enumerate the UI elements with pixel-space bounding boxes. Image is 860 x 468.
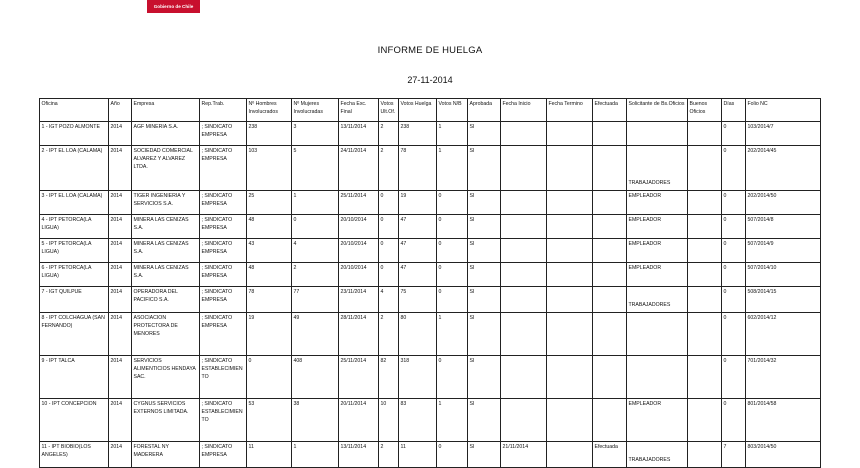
table-cell: 2014 <box>109 399 132 442</box>
table-cell: 0 <box>379 263 399 287</box>
table-cell: 0 <box>437 287 468 313</box>
table-cell: 0 <box>722 399 746 442</box>
table-cell <box>501 122 547 146</box>
table-cell <box>501 191 547 215</box>
table-cell <box>627 356 688 399</box>
table-cell: SOCIEDAD COMERCIAL ALVAREZ Y ALVAREZ LTDA. <box>132 146 200 191</box>
table-cell: ; SINDICATO EMPRESA <box>200 122 247 146</box>
table-cell: 0 <box>722 191 746 215</box>
table-cell: 75 <box>399 287 437 313</box>
table-cell <box>547 356 593 399</box>
table-cell: 11 - IPT BIOBIO(LOS ANGELES) <box>40 442 109 468</box>
table-cell: 103/2014/7 <box>746 122 821 146</box>
table-cell: 2014 <box>109 287 132 313</box>
table-row <box>40 239 821 263</box>
table-cell: 507/2014/10 <box>746 263 821 287</box>
table-cell <box>688 215 722 239</box>
table-cell: 803/2014/50 <box>746 442 821 468</box>
table-cell: EMPLEADOR <box>627 215 688 239</box>
table-cell: ; SINDICATO ESTABLECIMIENTO <box>200 399 247 442</box>
table-cell <box>593 122 627 146</box>
table-cell: TIGER INGENIERIA Y SERVICIOS S.A. <box>132 191 200 215</box>
table-cell <box>688 356 722 399</box>
table-cell: 1 <box>437 313 468 356</box>
table-cell: 0 <box>379 239 399 263</box>
table-cell: 1 - IGT POZO ALMONTE <box>40 122 109 146</box>
table-cell: 10 - IPT CONCEPCION <box>40 399 109 442</box>
table-cell <box>547 287 593 313</box>
table-cell <box>688 239 722 263</box>
table-cell: 2014 <box>109 215 132 239</box>
strike-report-table <box>39 98 821 468</box>
table-cell: 25/11/2014 <box>339 191 379 215</box>
column-header: Rep.Trab. <box>200 99 247 122</box>
table-cell: 2 <box>379 122 399 146</box>
table-cell: 2014 <box>109 442 132 468</box>
table-row <box>40 356 821 399</box>
column-header: Fecha Exc. Final <box>339 99 379 122</box>
table-cell: 20/10/2014 <box>339 263 379 287</box>
table-cell: 25/11/2014 <box>339 356 379 399</box>
table-cell <box>688 263 722 287</box>
table-cell: 0 <box>437 239 468 263</box>
table-row <box>40 122 821 146</box>
table-cell: 8 - IPT COLCHAGUA (SAN FERNANDO) <box>40 313 109 356</box>
table-row <box>40 399 821 442</box>
table-cell: SI <box>468 287 501 313</box>
table-cell: 238 <box>399 122 437 146</box>
table-cell <box>688 399 722 442</box>
table-cell: 602/2014/12 <box>746 313 821 356</box>
table-cell: SI <box>468 442 501 468</box>
table-cell: 1 <box>292 191 339 215</box>
table-cell: 4 - IPT PETORCA(LA LIGUA) <box>40 215 109 239</box>
table-cell <box>547 263 593 287</box>
table-cell: 23/11/2014 <box>339 287 379 313</box>
column-header: Fecha Termino <box>547 99 593 122</box>
report-date: 27-11-2014 <box>407 75 453 85</box>
table-cell: EMPLEADOR <box>627 263 688 287</box>
table-cell: 0 <box>722 356 746 399</box>
table-cell: 507/2014/9 <box>746 239 821 263</box>
table-cell: 38 <box>292 399 339 442</box>
table-cell: EMPLEADOR <box>627 239 688 263</box>
column-header: Nº Mujeres Involucradas <box>292 99 339 122</box>
table-cell: OPERADORA DEL PACIFICO S.A. <box>132 287 200 313</box>
table-cell <box>688 442 722 468</box>
table-cell: ; SINDICATO EMPRESA <box>200 287 247 313</box>
table-cell: 318 <box>399 356 437 399</box>
table-cell: 48 <box>247 215 292 239</box>
table-cell: 507/2014/8 <box>746 215 821 239</box>
table-row <box>40 191 821 215</box>
table-cell: 24/11/2014 <box>339 146 379 191</box>
column-header: Folio NC <box>746 99 821 122</box>
table-cell: 0 <box>437 215 468 239</box>
table-cell <box>593 239 627 263</box>
table-cell <box>688 287 722 313</box>
table-cell <box>547 191 593 215</box>
table-cell <box>593 287 627 313</box>
table-cell: 25 <box>247 191 292 215</box>
table-cell: 238 <box>247 122 292 146</box>
column-header: Días <box>722 99 746 122</box>
table-cell: MINERA LAS CENIZAS S.A. <box>132 239 200 263</box>
table-cell: 43 <box>247 239 292 263</box>
table-cell: 103 <box>247 146 292 191</box>
table-cell: 2 - IPT EL LOA (CALAMA) <box>40 146 109 191</box>
table-cell: 0 <box>437 442 468 468</box>
table-cell: 5 - IPT PETORCA(LA LIGUA) <box>40 239 109 263</box>
table-cell: SI <box>468 356 501 399</box>
table-cell: 21/11/2014 <box>501 442 547 468</box>
table-cell: SERVICIOS ALIMENTICIOS HENDAYA SAC. <box>132 356 200 399</box>
column-header: Empresa <box>132 99 200 122</box>
table-cell: 0 <box>437 191 468 215</box>
table-cell: 6 - IPT PETORCA(LA LIGUA) <box>40 263 109 287</box>
table-cell <box>688 313 722 356</box>
table-cell: 508/2014/15 <box>746 287 821 313</box>
table-cell <box>547 215 593 239</box>
table-row <box>40 263 821 287</box>
table-cell: 20/11/2014 <box>339 399 379 442</box>
table-cell: ; SINDICATO EMPRESA <box>200 146 247 191</box>
table-cell <box>501 146 547 191</box>
table-cell: AGF MINERIA S.A. <box>132 122 200 146</box>
table-cell <box>688 191 722 215</box>
table-cell: 9 - IPT TALCA <box>40 356 109 399</box>
column-header: Aprobada <box>468 99 501 122</box>
table-cell: 78 <box>399 146 437 191</box>
table-cell <box>547 399 593 442</box>
table-cell: MINERA LAS CENIZAS S.A. <box>132 215 200 239</box>
table-cell: 0 <box>292 215 339 239</box>
table-cell: 2 <box>379 146 399 191</box>
table-cell: 20/10/2014 <box>339 239 379 263</box>
table-row <box>40 287 821 313</box>
table-cell: 11 <box>399 442 437 468</box>
table-cell: ; SINDICATO EMPRESA <box>200 442 247 468</box>
table-cell: 82 <box>379 356 399 399</box>
table-cell <box>501 215 547 239</box>
column-header: Solicitante de Bs.Oficios <box>627 99 688 122</box>
table-cell: EMPLEADOR <box>627 191 688 215</box>
table-cell: 2 <box>379 442 399 468</box>
table-row <box>40 146 821 191</box>
table-cell: SI <box>468 239 501 263</box>
table-cell: 2014 <box>109 313 132 356</box>
table-cell <box>547 313 593 356</box>
table-cell: 2014 <box>109 263 132 287</box>
table-cell: 10 <box>379 399 399 442</box>
table-cell: SI <box>468 263 501 287</box>
table-cell: TRABAJADORES <box>627 287 688 313</box>
table-cell: 7 - IGT QUILPUE <box>40 287 109 313</box>
table-cell: 2014 <box>109 191 132 215</box>
table-cell <box>547 239 593 263</box>
table-cell: 0 <box>247 356 292 399</box>
table-cell: 3 <box>292 122 339 146</box>
table-cell: 202/2014/50 <box>746 191 821 215</box>
table-cell: 1 <box>437 399 468 442</box>
column-header: Nº Hombres Involucrados <box>247 99 292 122</box>
table-cell <box>593 356 627 399</box>
report-title: INFORME DE HUELGA <box>377 45 483 56</box>
table-cell: 0 <box>722 239 746 263</box>
table-cell <box>593 146 627 191</box>
table-cell: 1 <box>437 122 468 146</box>
table-cell: SI <box>468 399 501 442</box>
table-cell: 80 <box>399 313 437 356</box>
table-cell: TRABAJADORES <box>627 442 688 468</box>
table-cell <box>501 239 547 263</box>
table-cell: 0 <box>722 313 746 356</box>
table-row <box>40 215 821 239</box>
table-cell <box>547 442 593 468</box>
table-cell: ASOCIACION PROTECTORA DE MENORES <box>132 313 200 356</box>
table-cell <box>593 399 627 442</box>
table-cell: Efectuada <box>593 442 627 468</box>
column-header: Fecha Inicio <box>501 99 547 122</box>
table-cell: EMPLEADOR <box>627 399 688 442</box>
table-cell: 78 <box>247 287 292 313</box>
table-cell: MINERA LAS CENIZAS S.A. <box>132 263 200 287</box>
table-cell: SI <box>468 122 501 146</box>
table-cell <box>593 313 627 356</box>
table-cell: 2014 <box>109 146 132 191</box>
table-cell: 701/2014/32 <box>746 356 821 399</box>
table-cell: 28/11/2014 <box>339 313 379 356</box>
table-cell: 4 <box>292 239 339 263</box>
table-cell: 48 <box>247 263 292 287</box>
table-cell <box>501 263 547 287</box>
table-cell <box>688 146 722 191</box>
table-cell: 53 <box>247 399 292 442</box>
table-cell: SI <box>468 215 501 239</box>
table-cell: FORESTAL NY MADERERA <box>132 442 200 468</box>
table-cell: ; SINDICATO EMPRESA <box>200 239 247 263</box>
table-cell: 202/2014/45 <box>746 146 821 191</box>
table-cell: SI <box>468 146 501 191</box>
table-cell: 0 <box>722 215 746 239</box>
table-cell: 0 <box>437 356 468 399</box>
table-cell: SI <box>468 313 501 356</box>
table-cell: 19 <box>247 313 292 356</box>
table-cell: 3 - IPT EL LOA (CALAMA) <box>40 191 109 215</box>
table-cell: ; SINDICATO EMPRESA <box>200 191 247 215</box>
column-header: Votos N/B <box>437 99 468 122</box>
table-cell: 11 <box>247 442 292 468</box>
table-cell: TRABAJADORES <box>627 146 688 191</box>
table-cell: 7 <box>722 442 746 468</box>
column-header: Votos Ult.Of. <box>379 99 399 122</box>
table-row <box>40 442 821 468</box>
table-cell: 1 <box>437 146 468 191</box>
table-cell <box>501 399 547 442</box>
table-cell: 19 <box>399 191 437 215</box>
table-cell: 0 <box>722 263 746 287</box>
table-cell: 5 <box>292 146 339 191</box>
table-cell <box>593 215 627 239</box>
table-cell: 801/2014/58 <box>746 399 821 442</box>
table-cell: 4 <box>379 287 399 313</box>
table-cell: 0 <box>437 263 468 287</box>
table-cell: 2 <box>292 263 339 287</box>
table-cell: 20/10/2014 <box>339 215 379 239</box>
table-cell <box>593 191 627 215</box>
table-cell: 2014 <box>109 122 132 146</box>
table-cell: ; SINDICATO EMPRESA <box>200 263 247 287</box>
table-row <box>40 313 821 356</box>
column-header: Efectuada <box>593 99 627 122</box>
table-cell: 49 <box>292 313 339 356</box>
table-cell <box>627 313 688 356</box>
table-cell: 47 <box>399 263 437 287</box>
table-cell: ; SINDICATO EMPRESA <box>200 313 247 356</box>
table-cell <box>593 263 627 287</box>
table-cell <box>501 287 547 313</box>
table-cell: 47 <box>399 239 437 263</box>
table-header-row <box>40 99 821 122</box>
table-cell <box>547 122 593 146</box>
table-cell: 0 <box>722 287 746 313</box>
table-cell: 0 <box>379 191 399 215</box>
table-cell: 13/11/2014 <box>339 122 379 146</box>
table-cell: 2014 <box>109 239 132 263</box>
table-cell: ; SINDICATO ESTABLECIMIENTO <box>200 356 247 399</box>
table-cell <box>501 356 547 399</box>
table-cell <box>547 146 593 191</box>
table-cell: CYGNUS SERVICIOS EXTERNOS LIMITADA. <box>132 399 200 442</box>
table-cell <box>688 122 722 146</box>
table-cell: 83 <box>399 399 437 442</box>
column-header: Votos Huelga <box>399 99 437 122</box>
table-cell <box>501 313 547 356</box>
table-cell: 77 <box>292 287 339 313</box>
table-cell <box>627 122 688 146</box>
table-cell: 0 <box>722 122 746 146</box>
table-cell: 47 <box>399 215 437 239</box>
table-cell: 2 <box>379 313 399 356</box>
table-cell: SI <box>468 191 501 215</box>
table-cell: 0 <box>379 215 399 239</box>
table-cell: 408 <box>292 356 339 399</box>
column-header: Año <box>109 99 132 122</box>
table-cell: ; SINDICATO EMPRESA <box>200 215 247 239</box>
column-header: Oficina <box>40 99 109 122</box>
column-header: Buenos Oficios <box>688 99 722 122</box>
table-cell: 0 <box>722 146 746 191</box>
table-cell: 2014 <box>109 356 132 399</box>
table-cell: 1 <box>292 442 339 468</box>
table-cell: 13/11/2014 <box>339 442 379 468</box>
gobierno-de-chile-logo: Gobierno de Chile <box>147 0 200 13</box>
